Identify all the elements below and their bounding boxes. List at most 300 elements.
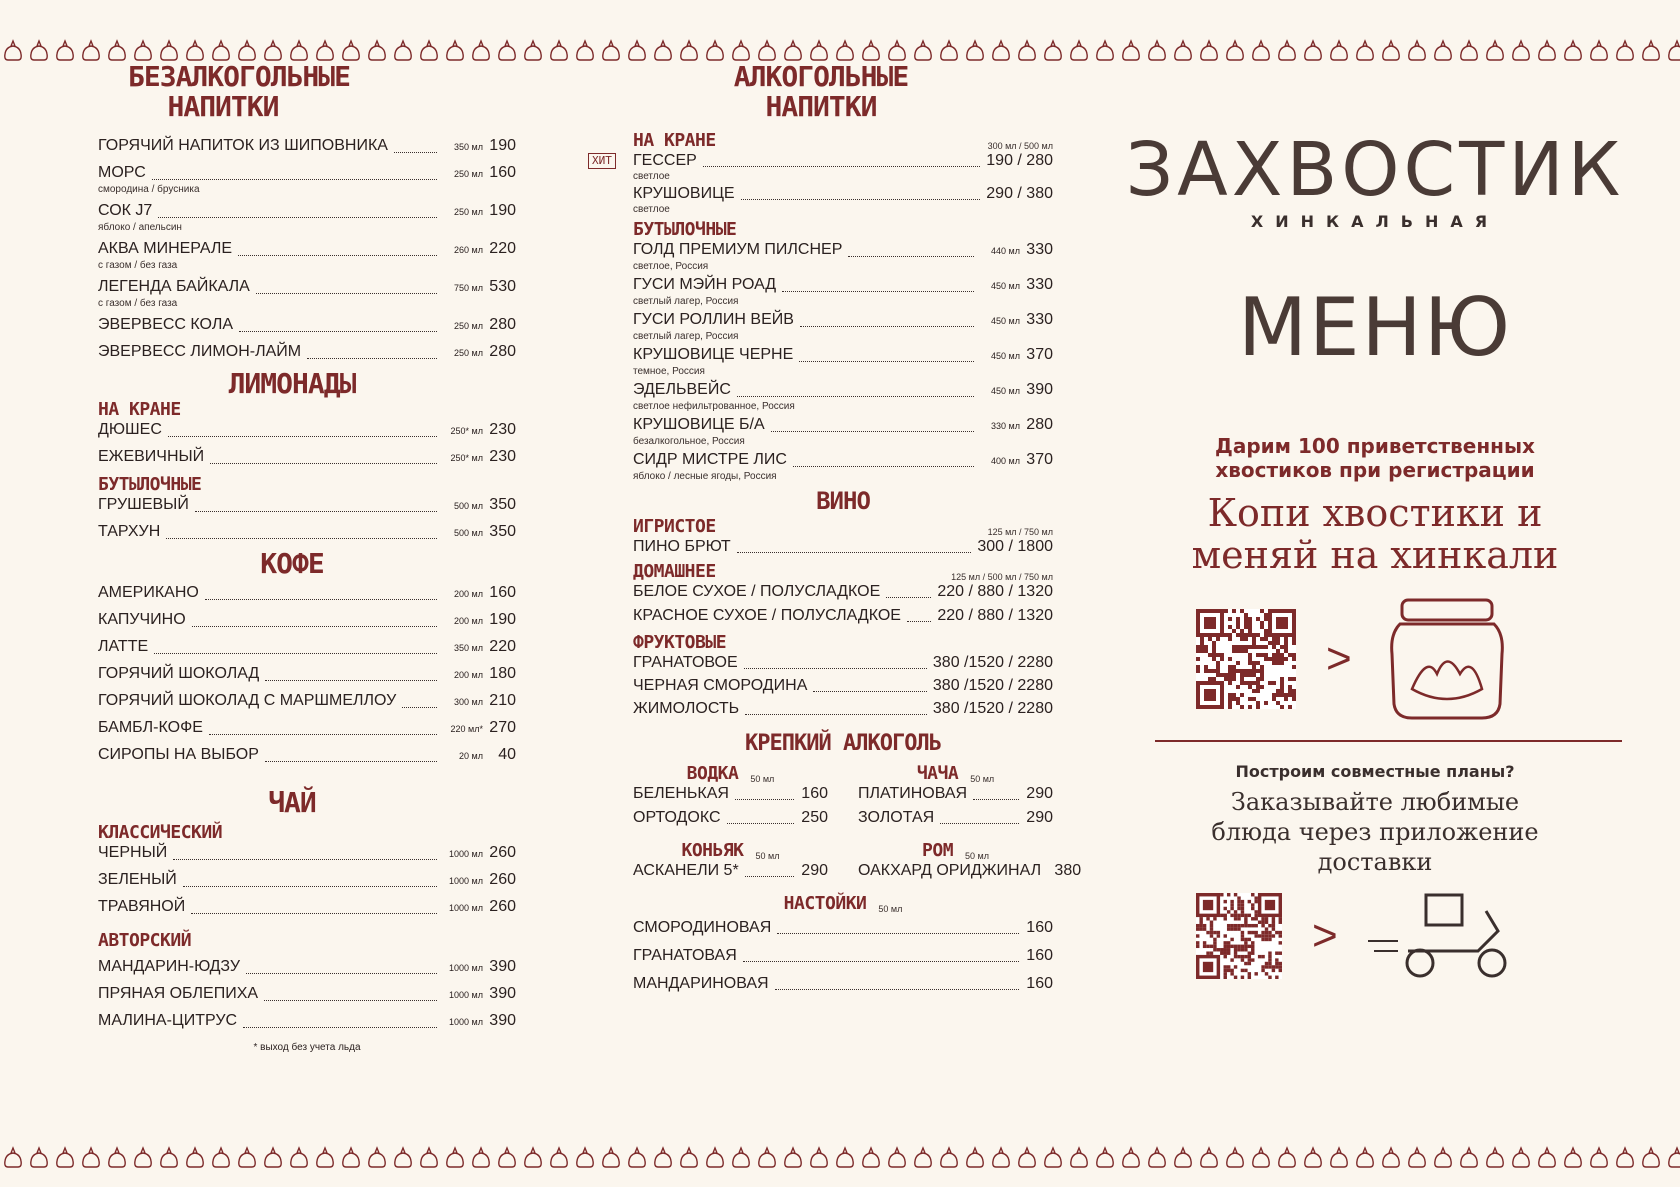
item-line xyxy=(98,495,516,516)
dumpling-ornament-icon xyxy=(1357,41,1373,60)
menu-heading: МЕНЮ xyxy=(1237,281,1513,374)
dot-leader xyxy=(246,973,437,974)
item-name: ГОРЯЧИЙ ШОКОЛАД С МАРШМЕЛЛОУ xyxy=(98,692,397,709)
item-line xyxy=(98,201,516,222)
wine-fruit-title: ФРУКТОВЫЕ xyxy=(633,632,727,653)
menu-item xyxy=(592,151,1053,182)
dumpling-ornament-icon xyxy=(57,1148,73,1167)
vodka-title: ВОДКА xyxy=(686,763,739,784)
item-price: 160 xyxy=(489,584,516,601)
dot-leader xyxy=(192,626,437,627)
dumpling-ornament-icon xyxy=(265,41,281,60)
cognac-block xyxy=(633,840,828,885)
menu-item xyxy=(98,136,516,157)
dumpling-ornament-icon xyxy=(239,41,255,60)
item-volume: 250 мл xyxy=(454,169,483,179)
dumpling-ornament-icon xyxy=(1253,41,1269,60)
coffee-list xyxy=(98,583,516,766)
item-price: 330 xyxy=(1026,276,1053,293)
dumpling-ornament-icon xyxy=(1461,41,1477,60)
wine-sparkling-title: ИГРИСТОЕ xyxy=(633,516,716,537)
dumpling-ornament-icon xyxy=(1409,1148,1425,1167)
dumpling-ornament-icon xyxy=(967,1148,983,1167)
dot-leader xyxy=(210,463,437,464)
hit-badge: ХИТ xyxy=(588,153,616,169)
item-volume: 1000 мл xyxy=(449,876,483,886)
dumpling-ornament-icon xyxy=(83,1148,99,1167)
dumpling-ornament-icon xyxy=(395,1148,411,1167)
dot-leader xyxy=(745,714,927,715)
item-description: темное, Россия xyxy=(633,366,705,377)
dumpling-ornament-icon xyxy=(109,1148,125,1167)
item-line xyxy=(633,537,1053,557)
item-name: ГРАНАТОВОЕ xyxy=(633,654,738,671)
item-line xyxy=(98,637,516,658)
item-price: 220 xyxy=(489,638,516,655)
item-line xyxy=(633,606,1053,626)
dumpling-ornament-icon xyxy=(1227,1148,1243,1167)
dumpling-ornament-icon xyxy=(499,1148,515,1167)
dumpling-ornament-icon xyxy=(213,1148,229,1167)
dumpling-ornament-icon xyxy=(889,1148,905,1167)
dot-leader xyxy=(168,436,437,437)
item-line xyxy=(633,275,1053,296)
dot-leader xyxy=(848,256,974,257)
item-volume: 200 мл xyxy=(454,589,483,599)
item-price: 290 xyxy=(1026,809,1053,826)
item-name: ЭВЕРВЕСС ЛИМОН-ЛАЙМ xyxy=(98,343,302,360)
dumpling-ornament-icon xyxy=(317,1148,333,1167)
item-price: 220 / 880 / 1320 xyxy=(937,583,1053,600)
dot-leader xyxy=(205,599,437,600)
item-name: ОАКХАРД ОРИДЖИНАЛ xyxy=(858,862,1042,879)
dot-leader xyxy=(743,961,1019,962)
menu-item xyxy=(633,676,1053,696)
item-line xyxy=(633,151,1053,171)
dot-leader xyxy=(195,511,437,512)
item-description: светлое нефильтрованное, Россия xyxy=(633,401,795,412)
item-name: ТАРХУН xyxy=(98,523,161,540)
dumpling-ornament-icon xyxy=(1305,1148,1321,1167)
dumpling-ornament-icon xyxy=(1617,1148,1633,1167)
item-line xyxy=(633,676,1053,696)
dumpling-ornament-icon xyxy=(1513,1148,1529,1167)
dumpling-ornament-icon xyxy=(31,41,47,60)
dot-leader xyxy=(735,799,794,800)
item-line xyxy=(633,184,1053,204)
item-price: 380 /1520 / 2280 xyxy=(932,700,1053,717)
item-description: смородина / брусника xyxy=(98,184,200,195)
alcohol-tap-units: 300 мл / 500 мл xyxy=(987,141,1053,151)
dumpling-ornament-icon xyxy=(291,41,307,60)
menu-item xyxy=(858,861,1082,881)
item-line xyxy=(633,653,1053,673)
dot-leader xyxy=(886,597,931,598)
dumpling-ornament-icon xyxy=(1331,1148,1347,1167)
item-price: 290 / 380 xyxy=(986,185,1053,202)
cognac-units: 50 мл xyxy=(755,851,780,861)
item-name: ПЛАТИНОВАЯ xyxy=(858,785,968,802)
rum-list xyxy=(858,861,1082,881)
item-price: 380 /1520 / 2280 xyxy=(932,654,1053,671)
item-price: 280 xyxy=(1026,416,1053,433)
menu-item xyxy=(633,653,1053,673)
menu-item xyxy=(98,957,516,978)
arrow-icon: > xyxy=(1326,634,1352,683)
item-line xyxy=(98,718,516,739)
item-name: АМЕРИКАНО xyxy=(98,584,199,601)
item-line xyxy=(858,861,1082,881)
menu-item xyxy=(98,163,516,195)
item-name: ЧЕРНЫЙ xyxy=(98,844,168,861)
item-volume: 260 мл xyxy=(454,245,483,255)
dot-leader xyxy=(191,913,437,914)
dot-leader xyxy=(166,538,437,539)
dot-leader xyxy=(265,680,437,681)
item-name: ЛАТТЕ xyxy=(98,638,149,655)
item-name: МАНДАРИН-ЮДЗУ xyxy=(98,958,241,975)
lemonades-tap-list xyxy=(98,420,516,468)
strong-alcohol-title: КРЕПКИЙ АЛКОГОЛЬ xyxy=(745,731,941,756)
item-line xyxy=(98,957,516,978)
wine-sparkling-list xyxy=(633,537,1053,557)
menu-item xyxy=(633,784,828,804)
dot-leader xyxy=(813,691,927,692)
item-volume: 200 мл xyxy=(454,616,483,626)
dumpling-ornament-icon xyxy=(1149,1148,1165,1167)
item-line xyxy=(98,447,516,468)
cognac-list xyxy=(633,861,828,881)
item-volume: 250 мл xyxy=(454,207,483,217)
item-line xyxy=(633,450,1053,471)
menu-item xyxy=(98,745,516,766)
wine-house-units: 125 мл / 500 мл / 750 мл xyxy=(951,572,1053,582)
item-price: 350 xyxy=(489,523,516,540)
dumpling-ornament-icon xyxy=(213,41,229,60)
item-price: 530 xyxy=(489,278,516,295)
menu-item xyxy=(633,275,1053,307)
dumpling-ornament-icon xyxy=(733,41,749,60)
item-line xyxy=(98,843,516,864)
item-volume: 500 мл xyxy=(454,528,483,538)
dumpling-ornament-icon xyxy=(343,41,359,60)
dumpling-ornament-icon xyxy=(655,41,671,60)
menu-item xyxy=(633,380,1053,412)
item-description: светлое xyxy=(633,171,670,182)
dumpling-ornament-icon xyxy=(1617,41,1633,60)
dumpling-ornament-icon xyxy=(1019,41,1035,60)
alcohol-bottled-list xyxy=(633,240,1053,482)
dumpling-ornament-icon xyxy=(1487,1148,1503,1167)
dumpling-ornament-icon xyxy=(785,1148,801,1167)
dumpling-ornament-icon xyxy=(1591,1148,1607,1167)
tea-author-title: АВТОРСКИЙ xyxy=(98,930,192,951)
dot-leader xyxy=(209,734,437,735)
dumpling-ornament-icon xyxy=(941,1148,957,1167)
item-line xyxy=(98,897,516,918)
dumpling-ornament-icon xyxy=(1565,1148,1581,1167)
item-price: 160 xyxy=(489,164,516,181)
dumpling-ornament-icon xyxy=(5,41,21,60)
item-line xyxy=(633,345,1053,366)
dumpling-ornament-icon xyxy=(317,41,333,60)
brand-subtitle: ХИНКАЛЬНАЯ xyxy=(1250,212,1500,231)
menu-item xyxy=(633,415,1053,447)
item-line xyxy=(633,240,1053,261)
item-name: СОК J7 xyxy=(98,202,153,219)
item-volume: 220 мл* xyxy=(450,724,483,734)
dumpling-ornament-icon xyxy=(57,41,73,60)
dumpling-ornament-icon xyxy=(863,41,879,60)
menu-item xyxy=(98,201,516,233)
item-price: 250 xyxy=(801,809,828,826)
item-line xyxy=(98,342,516,363)
lemonades-title: ЛИМОНАДЫ xyxy=(228,367,356,400)
item-name: ГОРЯЧИЙ ШОКОЛАД xyxy=(98,665,260,682)
item-line xyxy=(98,163,516,184)
dumpling-ornament-icon xyxy=(785,41,801,60)
item-volume: 250 мл xyxy=(454,348,483,358)
menu-item xyxy=(98,342,516,363)
dot-leader xyxy=(907,621,931,622)
soft-drinks-list xyxy=(98,136,516,363)
item-price: 180 xyxy=(489,665,516,682)
dumpling-ornament-icon xyxy=(1383,41,1399,60)
dumpling-ornament-icon xyxy=(1045,1148,1061,1167)
lemonades-bottled-title: БУТЫЛОЧНЫЕ xyxy=(98,474,202,495)
menu-item xyxy=(633,974,1053,994)
item-name: ДЮШЕС xyxy=(98,421,162,438)
dumpling-ornament-icon xyxy=(655,1148,671,1167)
menu-item xyxy=(633,184,1053,215)
dumpling-ornament-icon xyxy=(187,41,203,60)
menu-item xyxy=(858,784,1053,804)
rum-block xyxy=(858,840,1082,885)
section-divider xyxy=(1155,740,1622,742)
item-name: МАНДАРИНОВАЯ xyxy=(633,975,769,992)
item-volume: 1000 мл xyxy=(449,990,483,1000)
dumpling-ornament-icon xyxy=(265,1148,281,1167)
tea-classic-list xyxy=(98,843,516,918)
item-price: 290 xyxy=(1026,785,1053,802)
item-volume: 1000 мл xyxy=(449,849,483,859)
item-volume: 750 мл xyxy=(454,283,483,293)
item-price: 190 / 280 xyxy=(986,152,1053,169)
item-line xyxy=(98,745,516,766)
menu-item xyxy=(98,315,516,336)
item-volume: 1000 мл xyxy=(449,903,483,913)
dot-leader xyxy=(782,291,974,292)
item-line xyxy=(98,522,516,543)
dumpling-ornament-icon xyxy=(967,41,983,60)
wine-title: ВИНО xyxy=(816,487,870,515)
dumpling-ornament-icon xyxy=(161,1148,177,1167)
item-line xyxy=(858,784,1053,804)
menu-item xyxy=(98,718,516,739)
tea-classic-title: КЛАССИЧЕСКИЙ xyxy=(98,822,223,843)
dumpling-ornament-icon xyxy=(135,41,151,60)
dumpling-ornament-icon xyxy=(1071,41,1087,60)
item-price: 330 xyxy=(1026,311,1053,328)
menu-item xyxy=(98,691,516,712)
dot-leader xyxy=(727,823,794,824)
dumpling-ornament-icon xyxy=(1539,41,1555,60)
dumpling-ornament-icon xyxy=(1175,1148,1191,1167)
item-volume: 500 мл xyxy=(454,501,483,511)
brand-column xyxy=(1110,127,1640,981)
rum-units: 50 мл xyxy=(965,851,989,861)
menu-item xyxy=(98,610,516,631)
menu-item xyxy=(633,582,1053,602)
item-name: ГОРЯЧИЙ НАПИТОК ИЗ ШИПОВНИКА xyxy=(98,137,388,154)
item-price: 260 xyxy=(489,844,516,861)
item-volume: 450 мл xyxy=(991,351,1020,361)
item-name: ТРАВЯНОЙ xyxy=(98,898,186,915)
item-name: БЕЛЕНЬКАЯ xyxy=(633,785,729,802)
dumpling-ornament-icon xyxy=(1279,1148,1295,1167)
qr-code-loyalty-icon[interactable] xyxy=(1196,609,1296,709)
dot-leader xyxy=(737,396,974,397)
dot-leader xyxy=(799,361,974,362)
item-volume: 450 мл xyxy=(991,386,1020,396)
dumpling-ornament-icon xyxy=(291,1148,307,1167)
loyalty-qr-row xyxy=(1196,594,1640,724)
menu-item xyxy=(633,240,1053,272)
item-volume: 330 мл xyxy=(991,421,1020,431)
dumpling-ornament-icon xyxy=(837,1148,853,1167)
menu-item xyxy=(98,420,516,441)
item-name: ГЕССЕР xyxy=(633,152,697,169)
item-volume: 350 мл xyxy=(454,643,483,653)
item-price: 280 xyxy=(489,343,516,360)
item-price: 330 xyxy=(1026,241,1053,258)
item-volume: 1000 мл xyxy=(449,1017,483,1027)
vodka-block xyxy=(633,763,828,832)
dot-leader xyxy=(239,331,437,332)
menu-item xyxy=(633,808,828,828)
dumpling-ornament-icon xyxy=(1435,1148,1451,1167)
dumpling-ornament-icon xyxy=(1591,41,1607,60)
dumpling-ornament-icon xyxy=(681,41,697,60)
dumpling-ornament-icon xyxy=(525,41,541,60)
menu-item xyxy=(633,861,828,881)
item-description: с газом / без газа xyxy=(98,260,178,271)
dumpling-ornament-icon xyxy=(1643,1148,1659,1167)
vodka-units: 50 мл xyxy=(750,774,775,784)
menu-item xyxy=(98,664,516,685)
item-volume: 450 мл xyxy=(991,316,1020,326)
item-name: АКВА МИНЕРАЛЕ xyxy=(98,240,233,257)
dumpling-ornament-icon xyxy=(1643,41,1659,60)
dumpling-ornament-icon xyxy=(1487,41,1503,60)
menu-item xyxy=(98,447,516,468)
dumpling-ornament-icon xyxy=(1357,1148,1373,1167)
promo-text: Дарим 100 приветственных хвостиков при регистрации xyxy=(1215,434,1535,482)
item-price: 160 xyxy=(1026,947,1053,964)
dumpling-ornament-icon xyxy=(551,41,567,60)
dot-leader xyxy=(154,653,437,654)
item-price: 380 /1520 / 2280 xyxy=(932,677,1053,694)
soft-drinks-column xyxy=(98,62,516,1053)
menu-item xyxy=(98,637,516,658)
item-volume: 450 мл xyxy=(991,281,1020,291)
item-description: светлый лагер, Россия xyxy=(633,296,739,307)
item-line xyxy=(98,691,516,712)
dumpling-ornament-icon xyxy=(1201,41,1217,60)
item-line xyxy=(633,808,828,828)
item-name: ГОЛД ПРЕМИУМ ПИЛСНЕР xyxy=(633,241,843,258)
vodka-list xyxy=(633,784,828,828)
menu-item xyxy=(858,808,1053,828)
dumpling-ornament-icon xyxy=(473,41,489,60)
item-name: ЛЕГЕНДА БАЙКАЛА xyxy=(98,278,250,295)
item-name: ЖИМОЛОСТЬ xyxy=(633,700,740,717)
dumpling-ornament-icon xyxy=(759,1148,775,1167)
item-line xyxy=(98,870,516,891)
item-price: 190 xyxy=(489,137,516,154)
item-description: светлый лагер, Россия xyxy=(633,331,739,342)
item-volume: 1000 мл xyxy=(449,963,483,973)
dot-leader xyxy=(744,668,927,669)
dumpling-ornament-icon xyxy=(1071,1148,1087,1167)
chacha-units: 50 мл xyxy=(970,774,995,784)
dumpling-ornament-icon xyxy=(733,1148,749,1167)
item-description: безалкогольное, Россия xyxy=(633,436,745,447)
item-name: ГУСИ РОЛЛИН ВЕЙВ xyxy=(633,311,794,328)
item-line xyxy=(633,380,1053,401)
item-name: ЗОЛОТАЯ xyxy=(858,809,935,826)
item-description: яблоко / апельсин xyxy=(98,222,182,233)
dumpling-ornament-icon xyxy=(5,1148,21,1167)
item-price: 220 / 880 / 1320 xyxy=(937,607,1053,624)
item-name: ГРУШЕВЫЙ xyxy=(98,496,189,513)
alcohol-tap-list xyxy=(592,151,1053,215)
menu-item xyxy=(98,583,516,604)
alcohol-tap-title: НА КРАНЕ xyxy=(633,130,716,151)
menu-item xyxy=(98,1011,516,1032)
item-volume: 200 мл xyxy=(454,670,483,680)
qr-code-delivery-icon[interactable] xyxy=(1196,893,1282,979)
menu-item xyxy=(633,699,1053,719)
dumpling-ornament-icon xyxy=(109,41,125,60)
menu-item xyxy=(98,843,516,864)
item-price: 390 xyxy=(489,985,516,1002)
dumpling-ornament-icon xyxy=(1305,41,1321,60)
menu-item xyxy=(98,277,516,309)
item-price: 280 xyxy=(489,316,516,333)
dumpling-ornament-icon xyxy=(811,1148,827,1167)
wine-sparkling-units: 125 мл / 750 мл xyxy=(987,527,1053,537)
dumpling-ornament-icon xyxy=(369,1148,385,1167)
dumpling-ornament-icon xyxy=(811,41,827,60)
bottom-dumpling-border xyxy=(0,1143,1680,1173)
item-line xyxy=(633,310,1053,331)
dot-leader xyxy=(777,933,1019,934)
item-price: 390 xyxy=(1026,381,1053,398)
item-description: светлое xyxy=(633,204,670,215)
dot-leader xyxy=(152,179,437,180)
wine-house-list xyxy=(633,582,1053,626)
item-price: 350 xyxy=(489,496,516,513)
dumpling-ornament-icon xyxy=(1253,1148,1269,1167)
dot-leader xyxy=(183,886,437,887)
item-description: с газом / без газа xyxy=(98,298,178,309)
dumpling-ornament-icon xyxy=(759,41,775,60)
dot-leader xyxy=(173,859,437,860)
item-line xyxy=(633,861,828,881)
item-description: светлое, Россия xyxy=(633,261,709,272)
item-name: ГУСИ МЭЙН РОАД xyxy=(633,276,777,293)
